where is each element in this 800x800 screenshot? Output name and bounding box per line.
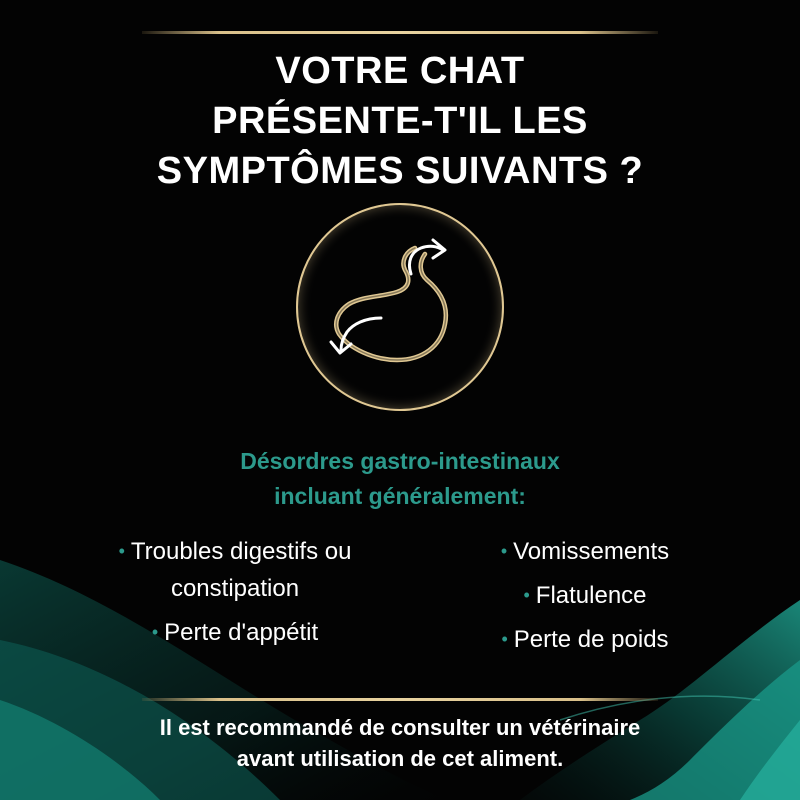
symptoms-list-left xyxy=(70,533,400,658)
headline xyxy=(0,46,800,196)
bullet: • xyxy=(500,541,508,561)
symptoms-heading-line-1: Désordres gastro-intestinaux xyxy=(240,448,560,474)
vet-disclaimer-line-2: avant utilisation de cet aliment. xyxy=(236,746,564,771)
bottom-gold-divider xyxy=(142,698,658,701)
top-gold-divider xyxy=(142,31,658,34)
bullet: • xyxy=(501,629,508,649)
list-item xyxy=(70,614,400,651)
symptoms-heading-line-2: incluant généralement: xyxy=(274,483,526,509)
symptom-text-continued: constipation xyxy=(170,575,300,602)
headline-line-3: SYMPTÔMES SUIVANTS ? xyxy=(156,150,644,192)
symptom-text: Perte de poids xyxy=(513,626,669,653)
bullet: • xyxy=(151,622,159,642)
headline-line-2: PRÉSENTE-T'IL LES xyxy=(212,100,588,142)
symptoms-heading xyxy=(0,444,800,514)
symptom-text: Flatulence xyxy=(535,582,647,609)
vet-disclaimer xyxy=(0,712,800,774)
list-item xyxy=(70,533,400,607)
symptom-text: Perte d'appétit xyxy=(164,619,319,646)
bullet: • xyxy=(118,541,125,561)
headline-line-1: VOTRE CHAT xyxy=(275,50,525,92)
vet-disclaimer-line-1: Il est recommandé de consulter un vétérinaire xyxy=(159,715,641,740)
symptom-text: Vomissements xyxy=(513,538,670,565)
symptoms-list-right xyxy=(420,533,750,665)
list-item xyxy=(420,577,750,614)
stomach-icon xyxy=(293,200,507,414)
list-item xyxy=(420,621,750,658)
bullet: • xyxy=(523,585,530,605)
symptom-text: Troubles digestifs ou xyxy=(130,538,352,565)
list-item xyxy=(420,533,750,570)
